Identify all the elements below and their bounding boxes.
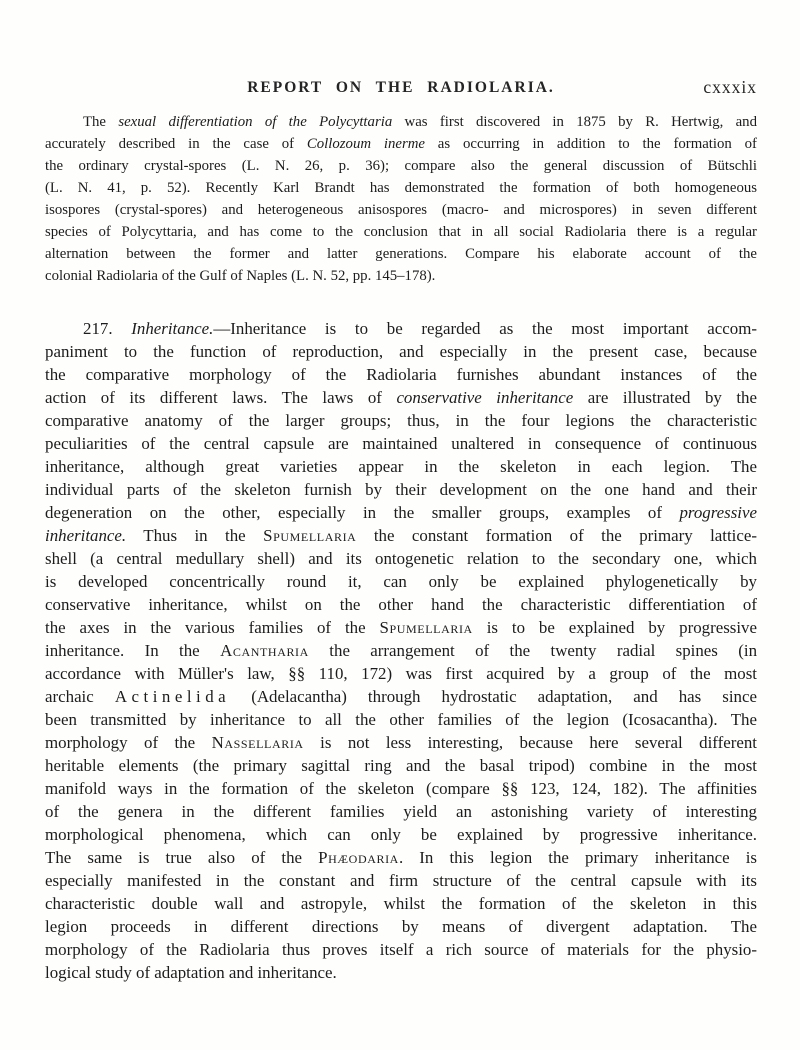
paragraph-intro-note	[45, 111, 757, 287]
text-segment: logical study of adaptation and inheritance.	[45, 963, 337, 982]
text-segment: characteristic double wall and astropyle, whilst the formation of the skeleton in this	[45, 894, 757, 913]
text-line	[45, 221, 757, 243]
text-segment: shell (a central medullary shell) and its ontogenetic relation to the secondary one, which	[45, 549, 757, 568]
text-segment: species of Polycyttaria, and has come to the conclusion that in all social Radiolaria there is a regular	[45, 224, 757, 240]
text-segment: morphology of the	[45, 733, 212, 752]
text-segment: isospores (crystal-spores) and heterogeneous anisospores (macro- and microspores) in seven different	[45, 202, 757, 218]
text-line	[45, 593, 757, 616]
text-line	[45, 409, 757, 432]
text-segment: the ordinary crystal-spores (L. N. 26, p. 36); compare also the general discussion of Bütschli	[45, 158, 757, 174]
text-segment: (L. N. 41, p. 52). Recently Karl Brandt has demonstrated the formation of both homogeneous	[45, 180, 757, 196]
text-segment: archaic	[45, 687, 115, 706]
styled-text-segment: progressive	[679, 503, 757, 522]
styled-text-segment: sexual differentiation of the Polycyttaria	[118, 114, 393, 130]
text-segment: peculiarities of the central capsule are maintained unaltered in consequence of continuous	[45, 434, 757, 453]
text-segment: the constant formation of the primary lattice-	[356, 526, 757, 545]
text-line	[45, 754, 757, 777]
text-segment: paniment to the function of reproduction, and especially in the present case, because	[45, 342, 757, 361]
text-segment: individual parts of the skeleton furnish by their development on the one hand and their	[45, 480, 757, 499]
text-line	[45, 199, 757, 221]
styled-text-segment: Inheritance.	[131, 319, 214, 338]
text-line	[45, 386, 757, 409]
text-line	[45, 570, 757, 593]
text-segment: heritable elements (the primary sagittal ring and the basal tripod) combine in the most	[45, 756, 757, 775]
text-segment: the arrangement of the twenty radial spines (in	[308, 641, 758, 660]
text-line	[45, 938, 757, 961]
text-segment: the axes in the various families of the	[45, 618, 380, 637]
text-segment: legion proceeds in different directions by means of divergent adaptation. The	[45, 917, 757, 936]
text-segment: was first discovered in 1875 by R. Hertwig, and	[392, 114, 757, 130]
text-segment: action of its different laws. The laws of	[45, 388, 397, 407]
text-line	[45, 478, 757, 501]
text-segment: —Inheritance is to be regarded as the most important accom-	[213, 319, 758, 338]
text-line	[45, 961, 757, 984]
text-segment: are illustrated by the	[573, 388, 757, 407]
text-line	[45, 524, 757, 547]
text-segment: morphology of the Radiolaria thus proves itself a rich source of materials for the physio-	[45, 940, 757, 959]
styled-text-segment: Spumellaria	[263, 526, 357, 545]
text-segment: been transmitted by inheritance to all the other families of the legion (Icosacantha). The	[45, 710, 757, 729]
text-line	[45, 133, 757, 155]
text-segment: morphological phenomena, which can only be explained by progressive inheritance.	[45, 825, 757, 844]
page-title: REPORT ON THE RADIOLARIA.	[247, 79, 555, 96]
styled-text-segment: Phæodaria	[318, 848, 399, 867]
text-line	[45, 177, 757, 199]
styled-text-segment: Spumellaria	[379, 618, 473, 637]
text-segment: of the genera in the different families yield an astonishing variety of interesting	[45, 802, 757, 821]
text-segment: inheritance. In the	[45, 641, 221, 660]
text-line	[45, 708, 757, 731]
text-segment: is to be explained by progressive	[472, 618, 757, 637]
text-segment: degeneration on the other, especially in the smaller groups, examples of	[45, 503, 680, 522]
text-segment: Thus in the	[126, 526, 264, 545]
styled-text-segment: Actinelida	[114, 687, 231, 706]
text-line	[45, 892, 757, 915]
text-line	[45, 432, 757, 455]
styled-text-segment: Nassellaria	[211, 733, 304, 752]
text-line	[45, 685, 757, 708]
text-segment: is developed concentrically round it, can only be explained phylogenetically by	[45, 572, 757, 591]
styled-text-segment: inheritance.	[45, 526, 127, 545]
text-segment: colonial Radiolaria of the Gulf of Naples (L. N. 52, pp. 145–178).	[45, 268, 436, 284]
text-line	[45, 616, 757, 639]
text-segment: especially manifested in the constant and firm structure of the central capsule with its	[45, 871, 757, 890]
text-line	[45, 340, 757, 363]
running-head	[45, 79, 757, 101]
text-segment: accurately described in the case of	[45, 136, 307, 152]
text-line	[45, 846, 757, 869]
text-line	[45, 547, 757, 570]
styled-text-segment: Acantharia	[220, 641, 309, 660]
text-line	[45, 731, 757, 754]
text-line	[45, 363, 757, 386]
text-segment: the comparative morphology of the Radiolaria furnishes abundant instances of the	[45, 365, 757, 384]
text-line	[45, 800, 757, 823]
text-line	[45, 243, 757, 265]
text-line	[45, 155, 757, 177]
styled-text-segment: Collozoum inerme	[306, 136, 425, 152]
text-line	[45, 265, 757, 287]
text-segment: The	[83, 114, 119, 130]
paragraph-section-217	[45, 317, 757, 984]
text-line	[45, 317, 757, 340]
text-line	[45, 455, 757, 478]
styled-text-segment: conservative inheritance	[396, 388, 574, 407]
text-line	[45, 639, 757, 662]
text-line	[45, 501, 757, 524]
page-number: cxxxix	[703, 77, 757, 97]
text-segment: is not less interesting, because here several different	[303, 733, 757, 752]
text-segment: as occurring in addition to the formation of	[424, 136, 757, 152]
text-segment: conservative inheritance, whilst on the other hand the characteristic differentiation of	[45, 595, 757, 614]
text-segment: . In this legion the primary inheritance is	[398, 848, 758, 867]
text-segment: alternation between the former and latter generations. Compare his elaborate account of the	[45, 246, 757, 262]
text-line	[45, 777, 757, 800]
text-segment: The same is true also of the	[45, 848, 319, 867]
text-segment: comparative anatomy of the larger groups; thus, in the four legions the characteristic	[45, 411, 757, 430]
text-segment: (Adelacantha) through hydrostatic adaptation, and has since	[230, 687, 757, 706]
text-line	[45, 662, 757, 685]
text-line	[45, 823, 757, 846]
text-line	[45, 869, 757, 892]
text-line	[45, 915, 757, 938]
text-segment: inheritance, although great varieties appear in the skeleton in each legion. The	[45, 457, 757, 476]
text-segment: accordance with Müller's law, §§ 110, 172) was first acquired by a group of the most	[45, 664, 757, 683]
text-segment: 217.	[83, 319, 132, 338]
text-line	[45, 111, 757, 133]
text-segment: manifold ways in the formation of the skeleton (compare §§ 123, 124, 182). The affinities	[45, 779, 757, 798]
